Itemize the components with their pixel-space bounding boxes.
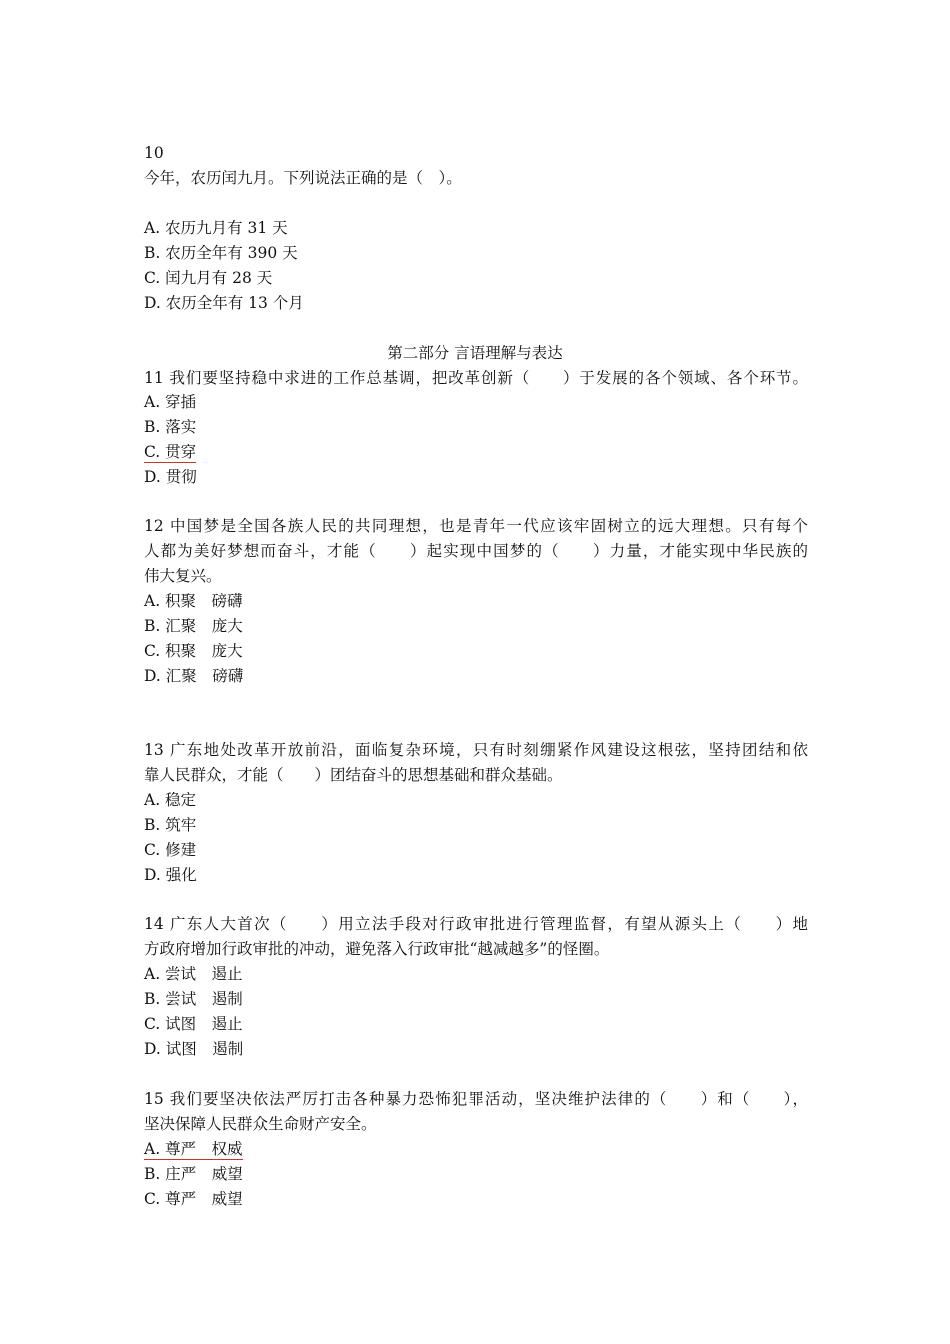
q15-option-a-row [144, 1137, 243, 1161]
q11-option-c-row [144, 440, 196, 464]
q12-stem-line-3: 伟大复兴。 [144, 567, 222, 585]
q11-option-c-underlined: C. 贯穿 [144, 443, 197, 461]
q13-option-d: D. 强化 [144, 866, 197, 884]
q10-stem: 今年，农历闰九月。下列说法正确的是（ ）。 [144, 169, 462, 187]
q12-stem-line-1: 12 中国梦是全国各族人民的共同理想，也是青年一代应该牢固树立的远大理想。只有每个 [144, 517, 808, 535]
q12-option-a: A. 积聚 磅礴 [144, 592, 243, 610]
q12-option-d: D. 汇聚 磅礴 [144, 667, 244, 685]
q13-option-c: C. 修建 [144, 841, 197, 859]
q15-stem-line-2: 坚决保障人民群众生命财产安全。 [144, 1115, 377, 1133]
q14-option-b: B. 尝试 遏制 [144, 990, 243, 1008]
q14-option-a: A. 尝试 遏止 [144, 965, 243, 983]
q11-stem: 11 我们要坚持稳中求进的工作总基调，把改革创新（ ）于发展的各个领域、各个环节。 [144, 369, 808, 387]
q10-option-c: C. 闰九月有 28 天 [144, 269, 273, 287]
q13-stem-line-1: 13 广东地处改革开放前沿，面临复杂环境，只有时刻绷紧作风建设这根弦，坚持团结和依 [144, 741, 808, 759]
q15-stem-line-1: 15 我们要坚决依法严厉打击各种暴力恐怖犯罪活动，坚决维护法律的（ ）和（ ）， [144, 1090, 808, 1108]
q12-option-b: B. 汇聚 庞大 [144, 617, 243, 635]
q13-option-b: B. 筑牢 [144, 816, 197, 834]
q10-option-b: B. 农历全年有 390 天 [144, 244, 298, 262]
q11-option-d: D. 贯彻 [144, 468, 197, 486]
section-title: 第二部分 言语理解与表达 [387, 344, 563, 362]
q13-option-a: A. 稳定 [144, 791, 197, 809]
q10-number: 10 [144, 144, 164, 162]
q11-option-a: A. 穿插 [144, 393, 197, 411]
q13-stem-line-2: 靠人民群众，才能（ ）团结奋斗的思想基础和群众基础。 [144, 766, 563, 784]
q12-stem-line-2: 人都为美好梦想而奋斗，才能（ ）起实现中国梦的（ ）力量，才能实现中华民族的 [144, 542, 808, 560]
q10-option-d: D. 农历全年有 13 个月 [144, 294, 304, 312]
q11-option-b: B. 落实 [144, 418, 197, 436]
q14-stem-line-1: 14 广东人大首次（ ）用立法手段对行政审批进行管理监督，有望从源头上（ ）地 [144, 915, 808, 933]
q14-option-d: D. 试图 遏制 [144, 1040, 244, 1058]
q15-option-a-underlined: A. 尊严 权威 [144, 1140, 243, 1158]
q14-stem-line-2: 方政府增加行政审批的冲动，避免落入行政审批“越减越多”的怪圈。 [144, 940, 610, 958]
q10-option-a: A. 农历九月有 31 天 [144, 219, 288, 237]
q14-option-c: C. 试图 遏止 [144, 1015, 243, 1033]
q12-option-c: C. 积聚 庞大 [144, 642, 243, 660]
q15-option-b: B. 庄严 威望 [144, 1165, 243, 1183]
q15-option-c: C. 尊严 威望 [144, 1190, 243, 1208]
